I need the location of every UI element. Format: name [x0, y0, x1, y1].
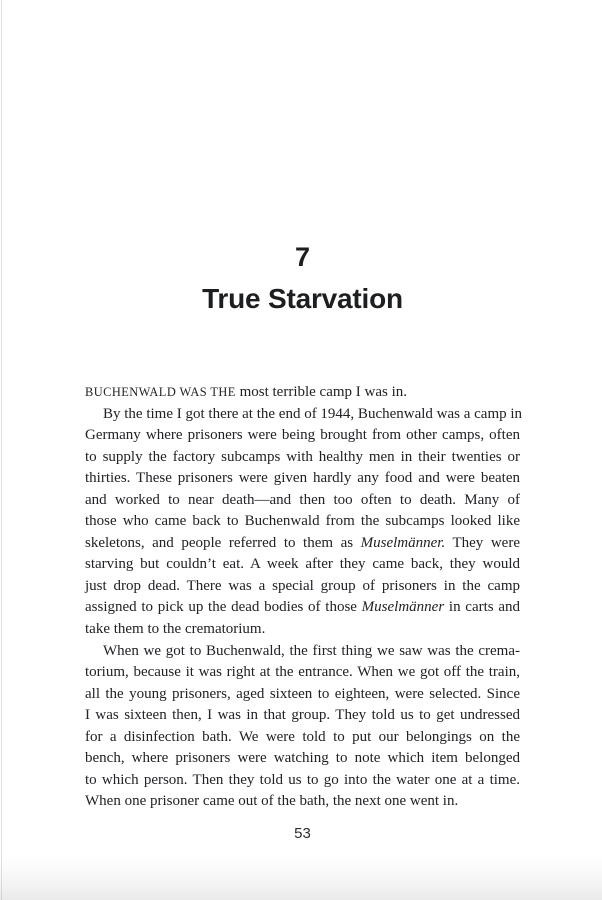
page-edge-line [1, 0, 2, 900]
page-bottom-shadow [0, 856, 602, 900]
text-line: all the young prisoners, aged sixteen to eighteen, were selected. Since [85, 685, 520, 702]
body-text [85, 382, 523, 813]
text-line: those who came back to Buchenwald from the subcamps looked like [85, 513, 520, 530]
text-line: just drop dead. There was a special group of prisoners in the camp [85, 577, 520, 594]
text-line: assigned to pick up the dead bodies of those Muselmänner in carts and [85, 599, 520, 616]
text-line: By the time I got there at the end of 1944, Buchenwald was a camp in [103, 405, 523, 422]
text-line: bench, where prisoners were watching to note which item belonged [85, 750, 520, 767]
text-line: When one prisoner came out of the bath, the next one went in. [85, 793, 459, 810]
text-line: thirties. These prisoners were given hardly any food and were beaten [85, 470, 520, 487]
text-line: BUCHENWALD WAS THE most terrible camp I was in. [85, 384, 408, 400]
text-line: starving but couldn’t eat. A week after they came back, they would [85, 556, 520, 573]
paragraph [85, 382, 520, 404]
text-line: to supply the factory subcamps with healthy men in their twenties or [85, 448, 520, 465]
text-line: When we got to Buchenwald, the first thing we saw was the crema- [103, 642, 520, 659]
paragraph [85, 404, 523, 641]
page-number: 53 [294, 825, 311, 842]
text-line: I was sixteen then, I was in that group. They told us to get undressed [85, 707, 520, 724]
text-line: Germany where prisoners were being brought from other camps, often [85, 427, 520, 444]
text-line: for a disinfection bath. We were told to put our belongings on the [85, 728, 520, 745]
text-line: skeletons, and people referred to them as Muselmänner. They were [85, 534, 520, 551]
chapter-heading [85, 236, 520, 320]
paragraph [85, 641, 520, 813]
text-line: to which person. Then they told us to go into the water one at a time. [85, 771, 520, 788]
text-line: and worked to near death—and then too often to death. Many of [85, 491, 520, 508]
text-line: take them to the crematorium. [85, 621, 266, 638]
chapter-number: 7 [294, 242, 311, 272]
text-line: torium, because it was right at the entrance. When we got off the train, [85, 664, 520, 681]
chapter-title: True Starvation [202, 283, 403, 314]
